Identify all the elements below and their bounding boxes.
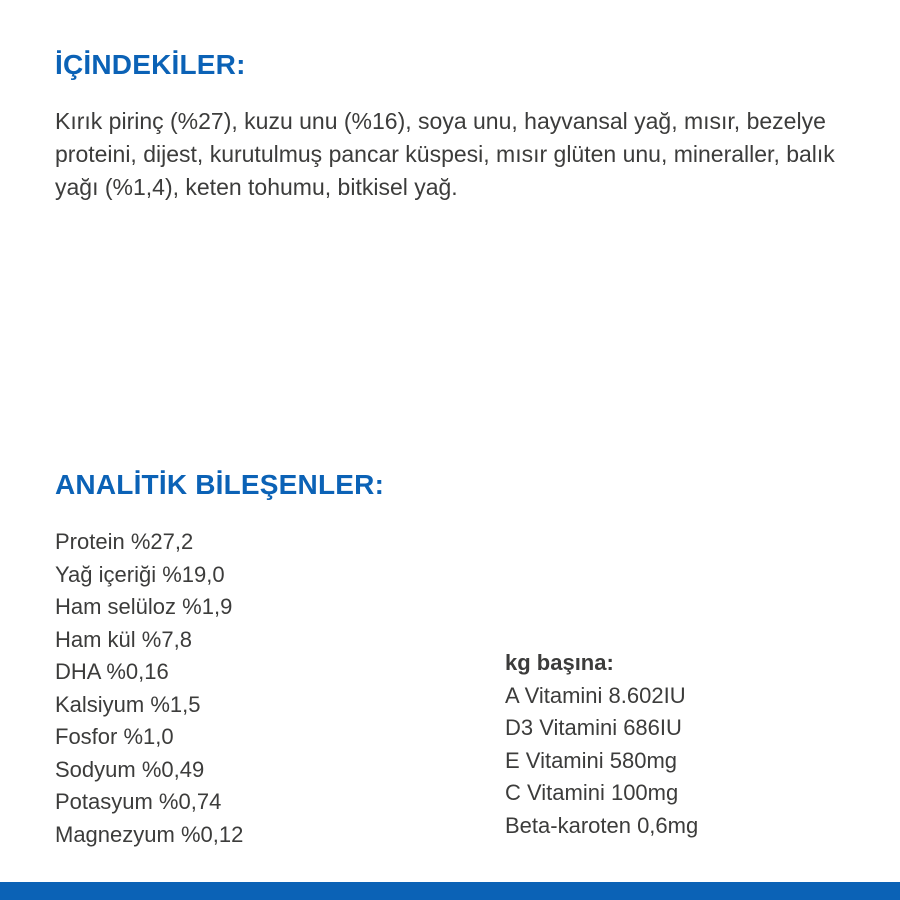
list-item: Ham kül %7,8 (55, 626, 192, 652)
analytical-constituents-section (55, 468, 865, 847)
list-item: Magnezyum %0,12 (55, 821, 244, 847)
list-item: Kalsiyum %1,5 (55, 691, 201, 717)
list-item: Protein %27,2 (55, 529, 194, 554)
vitamin-list (505, 680, 865, 843)
ingredients-text: Kırık pirinç (%27), kuzu unu (%16), soya unu, hayvansal yağ, mısır, bezelye proteini, dijest, kurutulmuş pancar küspesi, mısır glüten unu, mineraller, balık yağı (%1,4), keten tohumu, bitkisel yağ. (55, 108, 835, 200)
per-kg-column (505, 647, 865, 842)
list-item: Fosfor %1,0 (55, 724, 174, 749)
list-item: Potasyum %0,74 (55, 789, 222, 814)
per-kg-label: kg başına: (505, 650, 614, 675)
ingredients-section (55, 48, 865, 227)
list-item: Yağ içeriği %19,0 (55, 561, 225, 587)
analytical-constituents-heading: ANALİTİK BİLEŞENLER: (55, 469, 385, 500)
list-item: D3 Vitamini 686IU (505, 715, 682, 740)
list-item: Ham selüloz %1,9 (55, 594, 233, 619)
list-item: C Vitamini 100mg (505, 780, 679, 805)
list-item: Sodyum %0,49 (55, 756, 205, 782)
list-item: Beta-karoten 0,6mg (505, 812, 699, 838)
list-item: DHA %0,16 (55, 659, 169, 684)
ingredients-heading: İÇİNDEKİLER: (55, 49, 246, 80)
list-item: E Vitamini 580mg (505, 747, 678, 773)
analytical-left-list (55, 526, 455, 851)
list-item: A Vitamini 8.602IU (505, 682, 686, 708)
bottom-accent-bar (0, 882, 900, 900)
